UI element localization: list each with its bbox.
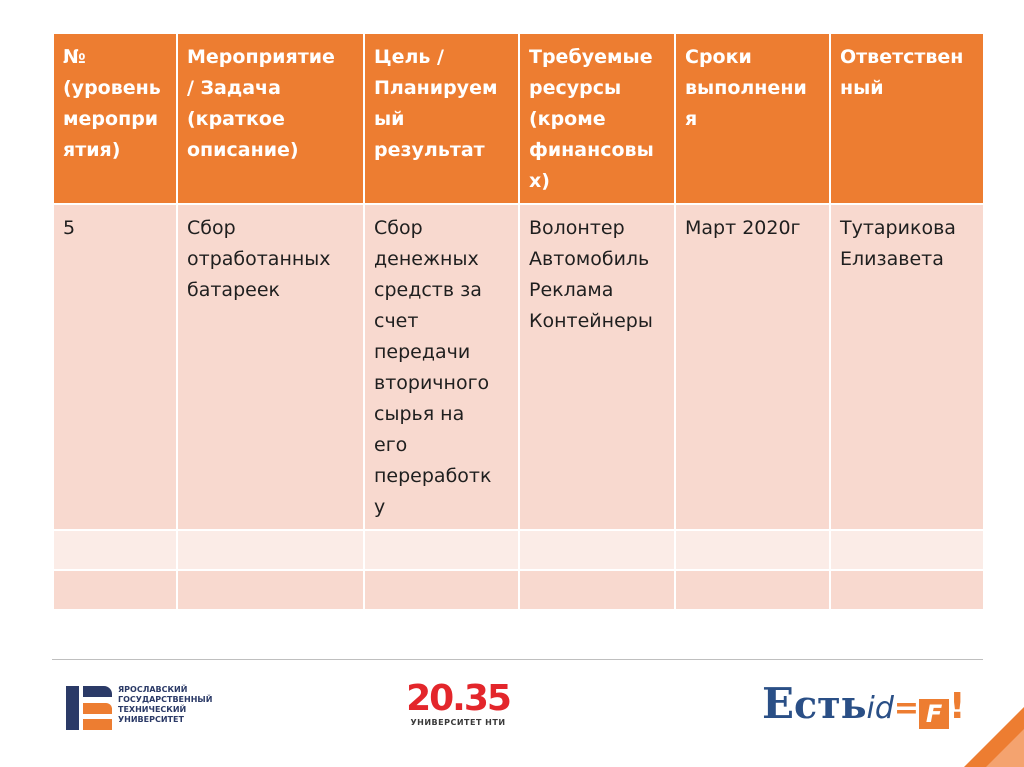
header-deadline: Сроки выполнени я xyxy=(675,33,830,204)
header-goal: Цель / Планируем ый результат xyxy=(364,33,519,204)
nti-2035-caption: УНИВЕРСИТЕТ НТИ xyxy=(410,718,506,727)
cell-responsible: Тутарикова Елизавета xyxy=(830,204,984,530)
table-row-empty xyxy=(53,570,984,610)
empty-cell xyxy=(177,570,364,610)
empty-cell xyxy=(53,570,177,610)
empty-cell xyxy=(675,570,830,610)
cell-deadline: Март 2020г xyxy=(675,204,830,530)
header-task: Мероприятие / Задача (краткое описание) xyxy=(177,33,364,204)
footer-divider xyxy=(52,659,983,660)
cell-goal: Сбор денежных средств за счет передачи вторичного сырья на его переработк у xyxy=(364,204,519,530)
header-number: № (уровень меропри ятия) xyxy=(53,33,177,204)
empty-cell xyxy=(364,570,519,610)
empty-cell xyxy=(675,530,830,570)
cell-task: Сбор отработанных батареек xyxy=(177,204,364,530)
cell-number: 5 xyxy=(53,204,177,530)
empty-cell xyxy=(364,530,519,570)
ystu-name: ЯРОСЛАВСКИЙ ГОСУДАРСТВЕННЫЙ ТЕХНИЧЕСКИЙ УНИВЕРСИТЕТ xyxy=(118,685,213,724)
table-header-row xyxy=(53,33,984,204)
empty-cell xyxy=(177,530,364,570)
nti-2035-number: 20.35 xyxy=(406,678,510,719)
ystu-logo xyxy=(66,683,236,731)
table-row-empty xyxy=(53,530,984,570)
corner-decoration-icon xyxy=(964,707,1024,767)
cell-resources: Волонтер Автомобиль Реклама Контейнеры xyxy=(519,204,675,530)
event-plan-table xyxy=(52,32,985,611)
ystu-mark-icon xyxy=(66,686,114,730)
header-resources: Требуемые ресурсы (кроме финансовы х) xyxy=(519,33,675,204)
empty-cell xyxy=(53,530,177,570)
empty-cell xyxy=(830,570,984,610)
f-box-icon: F xyxy=(919,699,949,729)
est-idea-logo: Естьid= F ! xyxy=(762,679,966,728)
header-responsible: Ответствен ный xyxy=(830,33,984,204)
nti-2035-logo xyxy=(403,680,513,736)
table-row xyxy=(53,204,984,530)
empty-cell xyxy=(830,530,984,570)
empty-cell xyxy=(519,570,675,610)
empty-cell xyxy=(519,530,675,570)
